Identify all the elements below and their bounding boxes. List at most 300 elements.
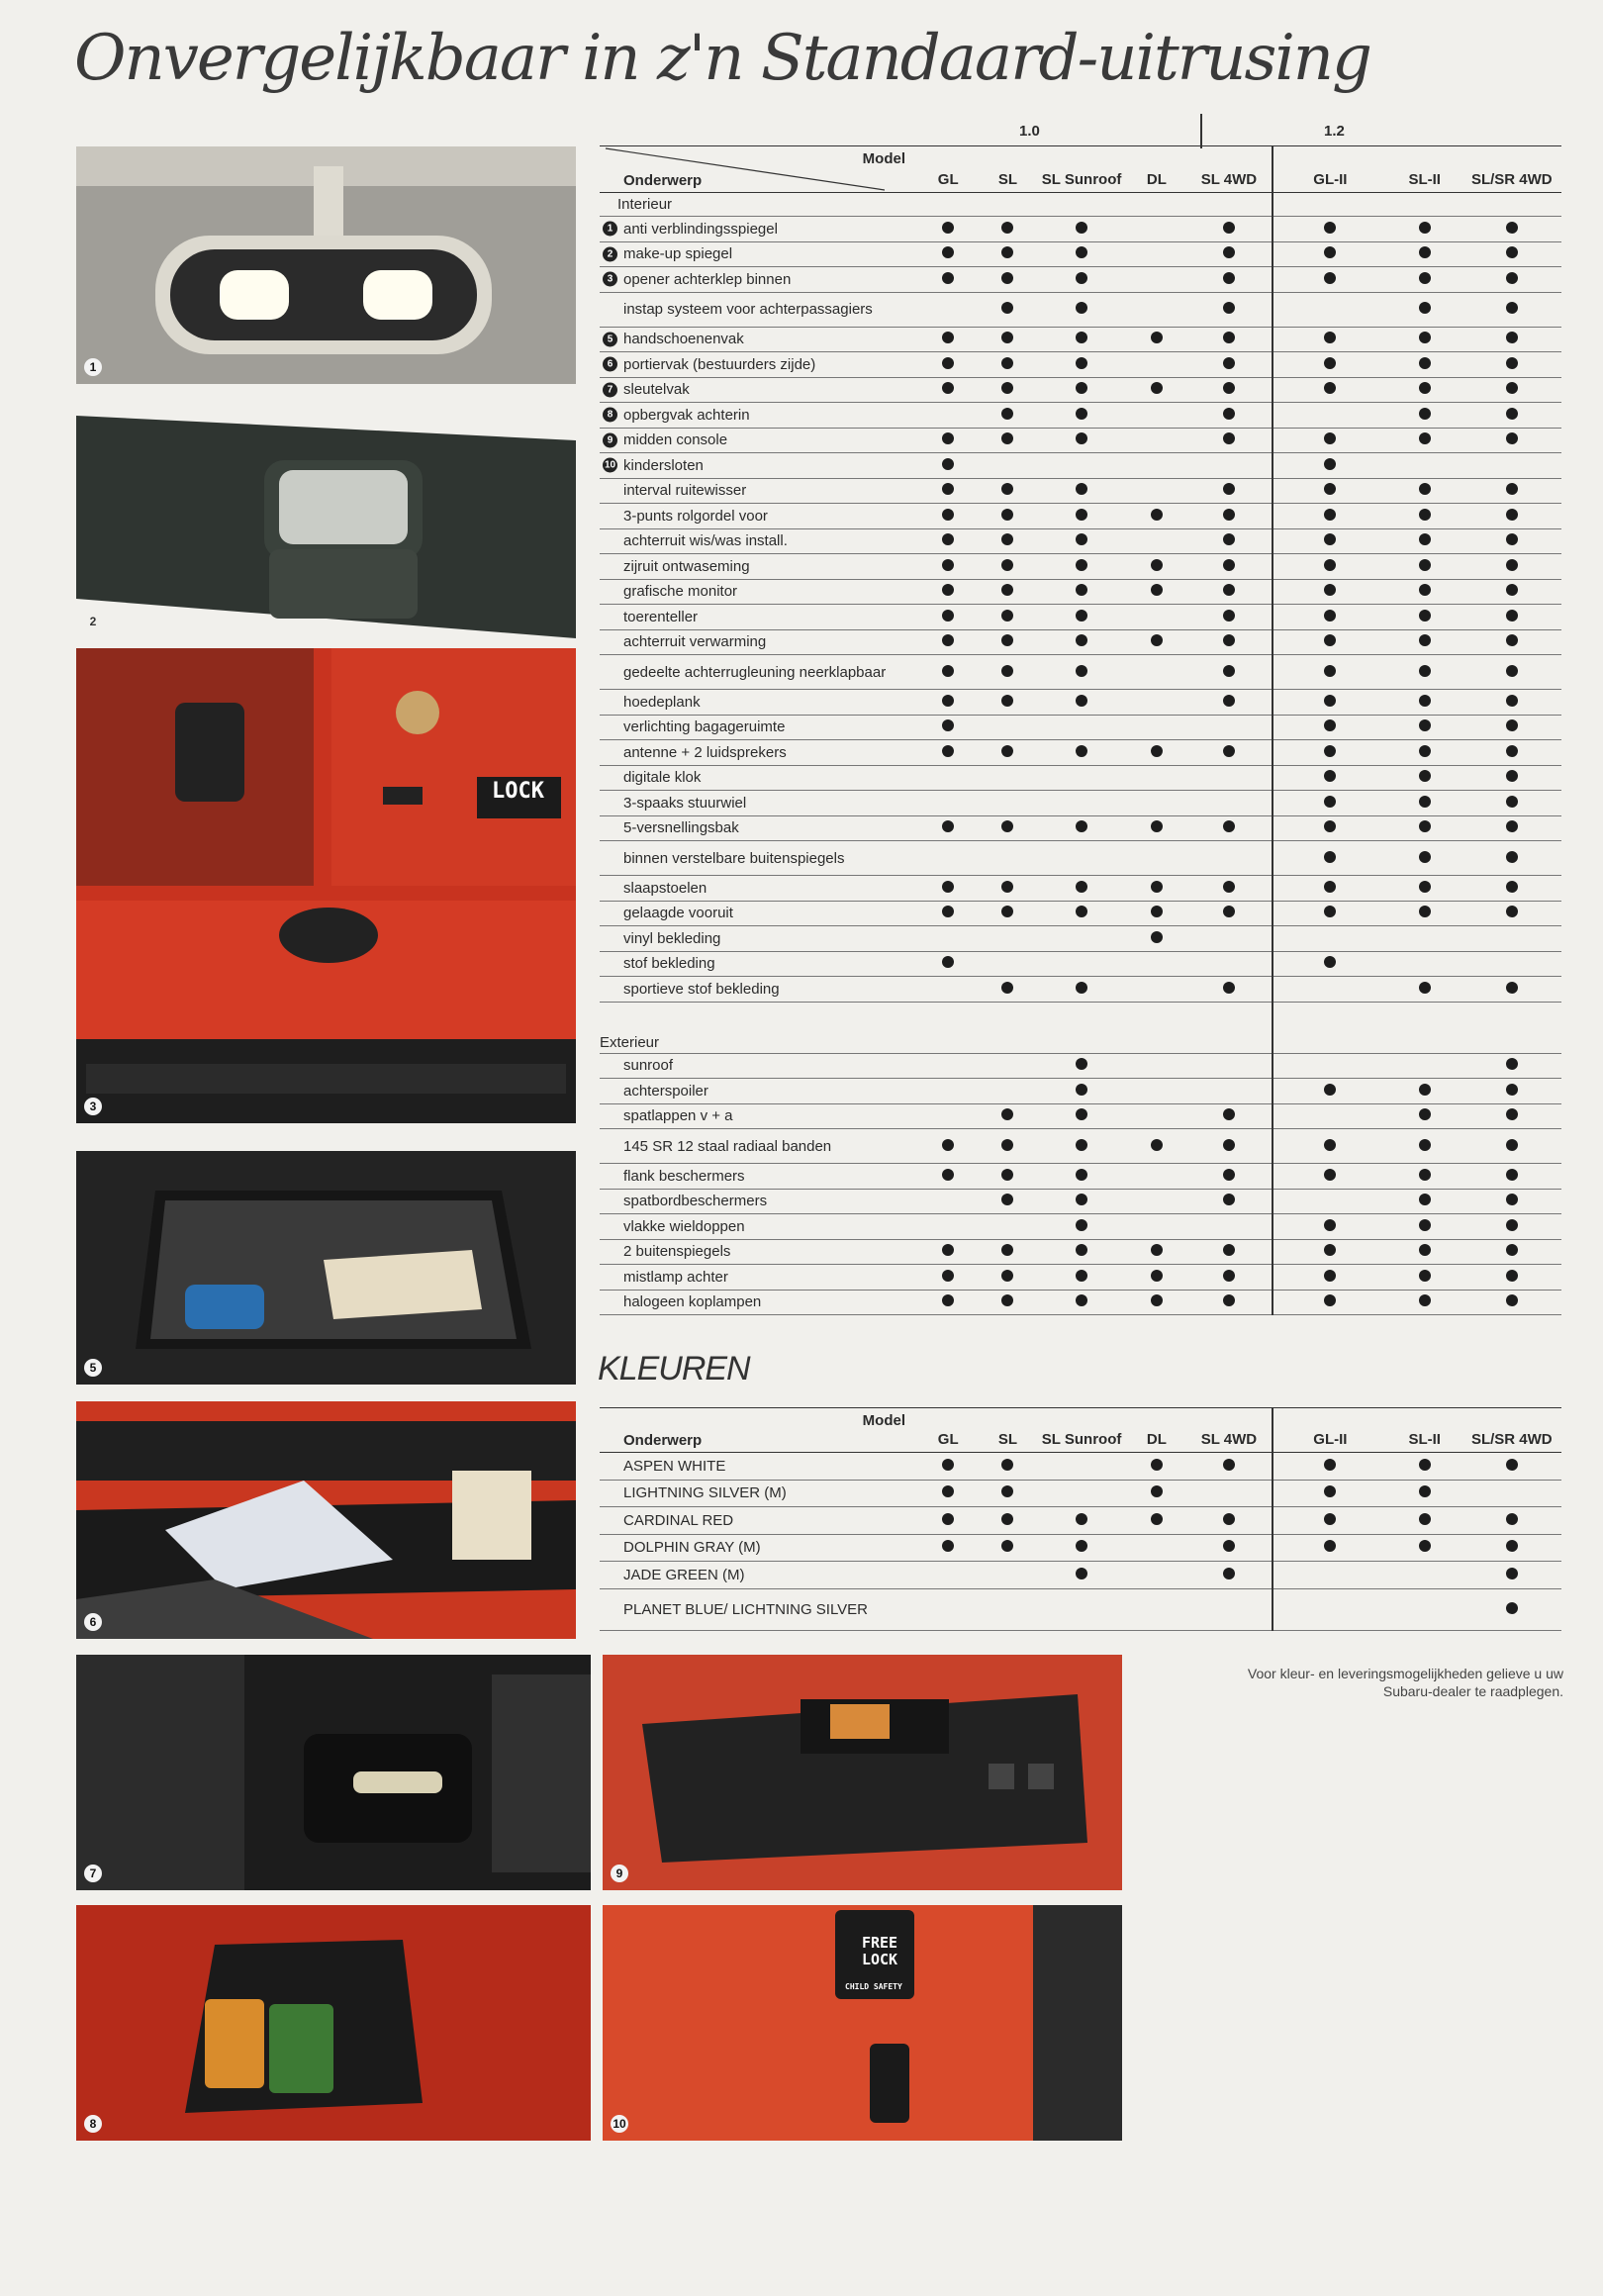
column-header: SL 4WD [1186,1408,1273,1453]
door-pocket-image [76,1401,576,1639]
availability-cell [1387,1290,1462,1315]
feature-label: kindersloten [623,456,704,474]
availability-cell [1186,1239,1273,1265]
availability-cell [1462,715,1561,740]
availability-cell [1186,292,1273,327]
availability-dot [942,665,954,677]
availability-dot [1324,796,1336,808]
availability-dot [1324,1513,1336,1525]
availability-dot [1419,357,1431,369]
availability-cell [1186,1534,1273,1562]
column-header: DL [1127,1408,1186,1453]
availability-dot [942,1459,954,1471]
key-holder-image [76,1655,591,1890]
feature-label: opener achterklep binnen [623,270,792,288]
availability-cell [1273,715,1387,740]
availability-cell [979,403,1036,429]
availability-cell [1186,1053,1273,1079]
availability-dot [1419,1485,1431,1497]
availability-cell [1036,1265,1126,1291]
availability-dot [1001,272,1013,284]
feature-number-badge: 10 [604,459,616,471]
feature-label: instap systeem voor achterpassagiers [623,301,873,318]
column-header: SL [979,146,1036,193]
availability-dot [1001,1485,1013,1497]
availability-cell [1127,791,1186,816]
column-header: GL-II [1273,1408,1387,1453]
availability-dot [942,584,954,596]
table-row [600,1480,1561,1507]
availability-cell [1387,403,1462,429]
availability-cell [1036,1164,1126,1190]
availability-dot [1324,483,1336,495]
availability-dot [1419,272,1431,284]
availability-cell [1387,1214,1462,1240]
availability-dot [1419,1294,1431,1306]
availability-dot [1001,382,1013,394]
availability-cell [1273,241,1387,267]
feature-cell [600,1588,917,1630]
availability-dot [1419,246,1431,258]
availability-cell [1273,1129,1387,1164]
availability-cell [1387,605,1462,630]
availability-dot [1076,1270,1087,1282]
availability-cell [1127,690,1186,716]
column-header: SL-II [1387,146,1462,193]
availability-cell [979,217,1036,242]
feature-label: digitale klok [623,769,702,787]
availability-cell [1186,765,1273,791]
availability-cell [979,977,1036,1003]
availability-cell [1462,241,1561,267]
feature-label: 5-versnellingsbak [623,819,739,837]
availability-cell [1186,1588,1273,1630]
table-row [600,1129,1561,1164]
column-header: GL [917,146,979,193]
availability-dot [1324,246,1336,258]
availability-cell [1186,740,1273,766]
availability-cell [1273,1265,1387,1291]
availability-dot [1324,1219,1336,1231]
availability-dot [1506,982,1518,994]
availability-dot [1419,1169,1431,1181]
availability-cell [917,1103,979,1129]
availability-cell [917,841,979,876]
availability-dot [1506,533,1518,545]
availability-cell [1186,901,1273,926]
section-label: Interieur [617,196,673,213]
availability-cell [979,740,1036,766]
availability-cell [1462,1507,1561,1535]
table-row [600,876,1561,902]
table-row [600,292,1561,327]
availability-dot [1506,1513,1518,1525]
feature-label: spatlappen v + a [623,1107,733,1125]
availability-dot [1076,584,1087,596]
availability-cell [1273,579,1387,605]
availability-cell [1186,403,1273,429]
availability-dot [1324,881,1336,893]
feature-label: 3-punts rolgordel voor [623,507,768,525]
feature-label: toerenteller [623,608,699,625]
section-label-cell [600,1002,917,1053]
feature-cell [600,1507,917,1535]
availability-cell [1186,504,1273,529]
availability-dot [1506,1139,1518,1151]
availability-dot [1419,796,1431,808]
availability-cell [1462,629,1561,655]
availability-dot [1506,382,1518,394]
photo-tailgate-lock [76,648,576,1123]
availability-dot [1076,432,1087,444]
availability-cell [979,876,1036,902]
availability-cell [1387,1453,1462,1481]
availability-dot [1223,302,1235,314]
availability-dot [1324,272,1336,284]
availability-cell [1273,327,1387,352]
table-row [600,740,1561,766]
availability-dot [1324,610,1336,622]
availability-dot [1001,982,1013,994]
availability-cell [1127,1189,1186,1214]
availability-cell [1186,605,1273,630]
availability-cell [1462,554,1561,580]
feature-label: anti verblindingsspiegel [623,220,778,238]
availability-cell [1273,403,1387,429]
availability-cell [1273,377,1387,403]
availability-dot [1324,1540,1336,1552]
availability-dot [1076,1244,1087,1256]
empty-cell [1127,193,1186,217]
feature-cell [600,926,917,952]
availability-dot [1223,1270,1235,1282]
availability-dot [1324,956,1336,968]
photo-center-console [603,1655,1122,1890]
availability-dot [1076,1568,1087,1579]
availability-cell [917,554,979,580]
availability-cell [1462,605,1561,630]
availability-cell [1127,655,1186,690]
availability-dot [1001,906,1013,917]
availability-cell [1462,428,1561,453]
availability-dot [1223,820,1235,832]
availability-cell [1036,1480,1126,1507]
availability-cell [1036,926,1126,952]
availability-cell [1273,1079,1387,1104]
availability-dot [1223,584,1235,596]
availability-dot [1076,357,1087,369]
availability-dot [942,1485,954,1497]
feature-label: DOLPHIN GRAY (M) [623,1539,761,1557]
availability-cell [1186,377,1273,403]
availability-cell [1462,1129,1561,1164]
availability-cell [1462,876,1561,902]
photo-rear-storage [76,1905,591,2141]
availability-cell [979,1290,1036,1315]
availability-cell [1186,1189,1273,1214]
availability-cell [1462,1214,1561,1240]
feature-label: sleutelvak [623,381,690,399]
feature-label: spatbordbeschermers [623,1193,768,1210]
empty-cell [1036,1002,1126,1053]
availability-cell [1036,1588,1126,1630]
availability-dot [1223,1294,1235,1306]
availability-dot [1151,634,1163,646]
availability-cell [1127,1265,1186,1291]
availability-cell [1036,352,1126,378]
availability-dot [1419,610,1431,622]
availability-dot [1076,634,1087,646]
availability-cell [1387,977,1462,1003]
availability-dot [1419,509,1431,521]
availability-dot [1001,695,1013,707]
availability-cell [1462,528,1561,554]
availability-dot [942,719,954,731]
availability-cell [1036,951,1126,977]
availability-cell [1036,1562,1126,1589]
dealer-note: Voor kleur- en leveringsmogelijkheden gelieve u uw Subaru-dealer te raadplegen. [1247,1666,1563,1699]
availability-cell [1127,428,1186,453]
availability-cell [917,292,979,327]
availability-cell [979,1265,1036,1291]
availability-cell [917,478,979,504]
availability-cell [917,629,979,655]
availability-cell [1186,267,1273,293]
availability-dot [1419,483,1431,495]
availability-cell [1127,528,1186,554]
feature-label: portiervak (bestuurders zijde) [623,355,816,373]
availability-cell [917,977,979,1003]
feature-cell [600,428,917,453]
availability-dot [1223,533,1235,545]
availability-dot [1001,1540,1013,1552]
availability-dot [942,1513,954,1525]
photo-number: 1 [84,358,102,376]
availability-cell [1462,791,1561,816]
availability-cell [1273,655,1387,690]
availability-cell [1127,1053,1186,1079]
table-row [600,1265,1561,1291]
availability-dot [1506,1568,1518,1579]
availability-dot [1223,272,1235,284]
availability-cell [1127,740,1186,766]
feature-cell [600,1534,917,1562]
availability-cell [979,1129,1036,1164]
availability-cell [1036,1534,1126,1562]
table-row [600,690,1561,716]
availability-dot [1076,222,1087,234]
availability-cell [1127,876,1186,902]
availability-cell [1127,1453,1186,1481]
availability-dot [1076,1219,1087,1231]
empty-cell [979,193,1036,217]
availability-dot [1076,1194,1087,1205]
availability-dot [1223,509,1235,521]
availability-cell [1387,579,1462,605]
feature-label: verlichting bagageruimte [623,718,786,736]
empty-cell [1387,1002,1462,1053]
availability-dot [1076,665,1087,677]
availability-cell [1036,791,1126,816]
photo-rearview-mirror [76,146,576,384]
availability-cell [917,926,979,952]
availability-cell [1462,1189,1561,1214]
availability-dot [1324,432,1336,444]
table-row [600,791,1561,816]
availability-dot [1506,222,1518,234]
availability-cell [1273,740,1387,766]
availability-cell [979,1534,1036,1562]
availability-dot [1076,1108,1087,1120]
feature-cell [600,504,917,529]
availability-dot [1223,906,1235,917]
availability-cell [1462,1239,1561,1265]
table-row [600,655,1561,690]
availability-dot [1419,851,1431,863]
availability-cell [1036,267,1126,293]
availability-cell [1036,403,1126,429]
availability-dot [1506,610,1518,622]
availability-cell [1127,504,1186,529]
feature-label: make-up spiegel [623,245,733,263]
availability-dot [1324,851,1336,863]
feature-number-badge: 1 [603,222,617,237]
tailgate-lock-image [76,648,576,1123]
availability-cell [979,690,1036,716]
availability-dot [1076,483,1087,495]
feature-number-badge: 2 [603,246,617,261]
availability-dot [1419,332,1431,343]
availability-cell [917,217,979,242]
table-row [600,1079,1561,1104]
availability-cell [1036,815,1126,841]
availability-cell [1036,554,1126,580]
availability-cell [917,1053,979,1079]
availability-cell [1273,1480,1387,1507]
model-label: Model [862,150,906,167]
availability-dot [1001,881,1013,893]
availability-cell [1273,841,1387,876]
availability-cell [917,876,979,902]
availability-cell [917,1480,979,1507]
availability-cell [1186,715,1273,740]
availability-dot [1001,1108,1013,1120]
availability-cell [1387,1562,1462,1589]
photo-door-pocket [76,1401,576,1639]
availability-dot [1419,559,1431,571]
availability-cell [1462,352,1561,378]
availability-dot [1324,584,1336,596]
availability-cell [1273,901,1387,926]
availability-cell [1127,292,1186,327]
feature-cell [600,629,917,655]
feature-label: vinyl bekleding [623,929,721,947]
column-header: SL Sunroof [1036,146,1126,193]
availability-cell [1273,876,1387,902]
feature-number-badge: 9 [603,432,617,447]
availability-cell [1387,1265,1462,1291]
availability-cell [979,765,1036,791]
availability-cell [1387,554,1462,580]
availability-cell [917,740,979,766]
availability-dot [1001,1459,1013,1471]
availability-cell [1036,504,1126,529]
table-row [600,1239,1561,1265]
availability-cell [1127,1534,1186,1562]
feature-cell [600,327,917,352]
availability-cell [917,579,979,605]
availability-dot [1324,695,1336,707]
availability-cell [917,1534,979,1562]
group-divider [1200,114,1202,148]
feature-label: midden console [623,431,728,449]
availability-dot [1001,1244,1013,1256]
feature-cell [600,267,917,293]
availability-dot [1223,745,1235,757]
equipment-table [600,146,1561,1315]
feature-number-badge: 3 [603,272,617,287]
column-header: GL-II [1273,146,1387,193]
availability-dot [1506,1294,1518,1306]
section-label: Exterieur [600,1033,660,1051]
feature-cell [600,1214,917,1240]
availability-dot [1076,1513,1087,1525]
availability-cell [1273,605,1387,630]
availability-cell [1273,977,1387,1003]
availability-cell [1127,629,1186,655]
availability-dot [1001,559,1013,571]
availability-dot [1324,1485,1336,1497]
availability-cell [979,504,1036,529]
availability-cell [1387,428,1462,453]
availability-dot [1223,1139,1235,1151]
availability-dot [942,533,954,545]
availability-dot [1324,1244,1336,1256]
section-row [600,193,1561,217]
feature-label: binnen verstelbare buitenspiegels [623,849,845,867]
availability-cell [1036,841,1126,876]
availability-cell [1462,926,1561,952]
table-row [600,901,1561,926]
availability-cell [1387,655,1462,690]
table-row [600,1290,1561,1315]
availability-dot [1506,695,1518,707]
availability-dot [1506,745,1518,757]
availability-dot [1076,1058,1087,1070]
availability-cell [1462,478,1561,504]
availability-dot [1324,745,1336,757]
availability-dot [1076,1084,1087,1096]
availability-dot [1324,357,1336,369]
availability-cell [1127,926,1186,952]
availability-cell [1127,977,1186,1003]
feature-label: vlakke wieldoppen [623,1217,745,1235]
availability-cell [1127,478,1186,504]
empty-cell [1186,1002,1273,1053]
availability-dot [1419,634,1431,646]
availability-cell [1462,403,1561,429]
availability-dot [1506,634,1518,646]
availability-dot [942,820,954,832]
feature-cell [600,901,917,926]
availability-cell [1387,901,1462,926]
availability-cell [979,453,1036,479]
availability-cell [1186,1214,1273,1240]
availability-cell [1387,629,1462,655]
table-row [600,605,1561,630]
feature-cell [600,528,917,554]
availability-cell [1127,715,1186,740]
